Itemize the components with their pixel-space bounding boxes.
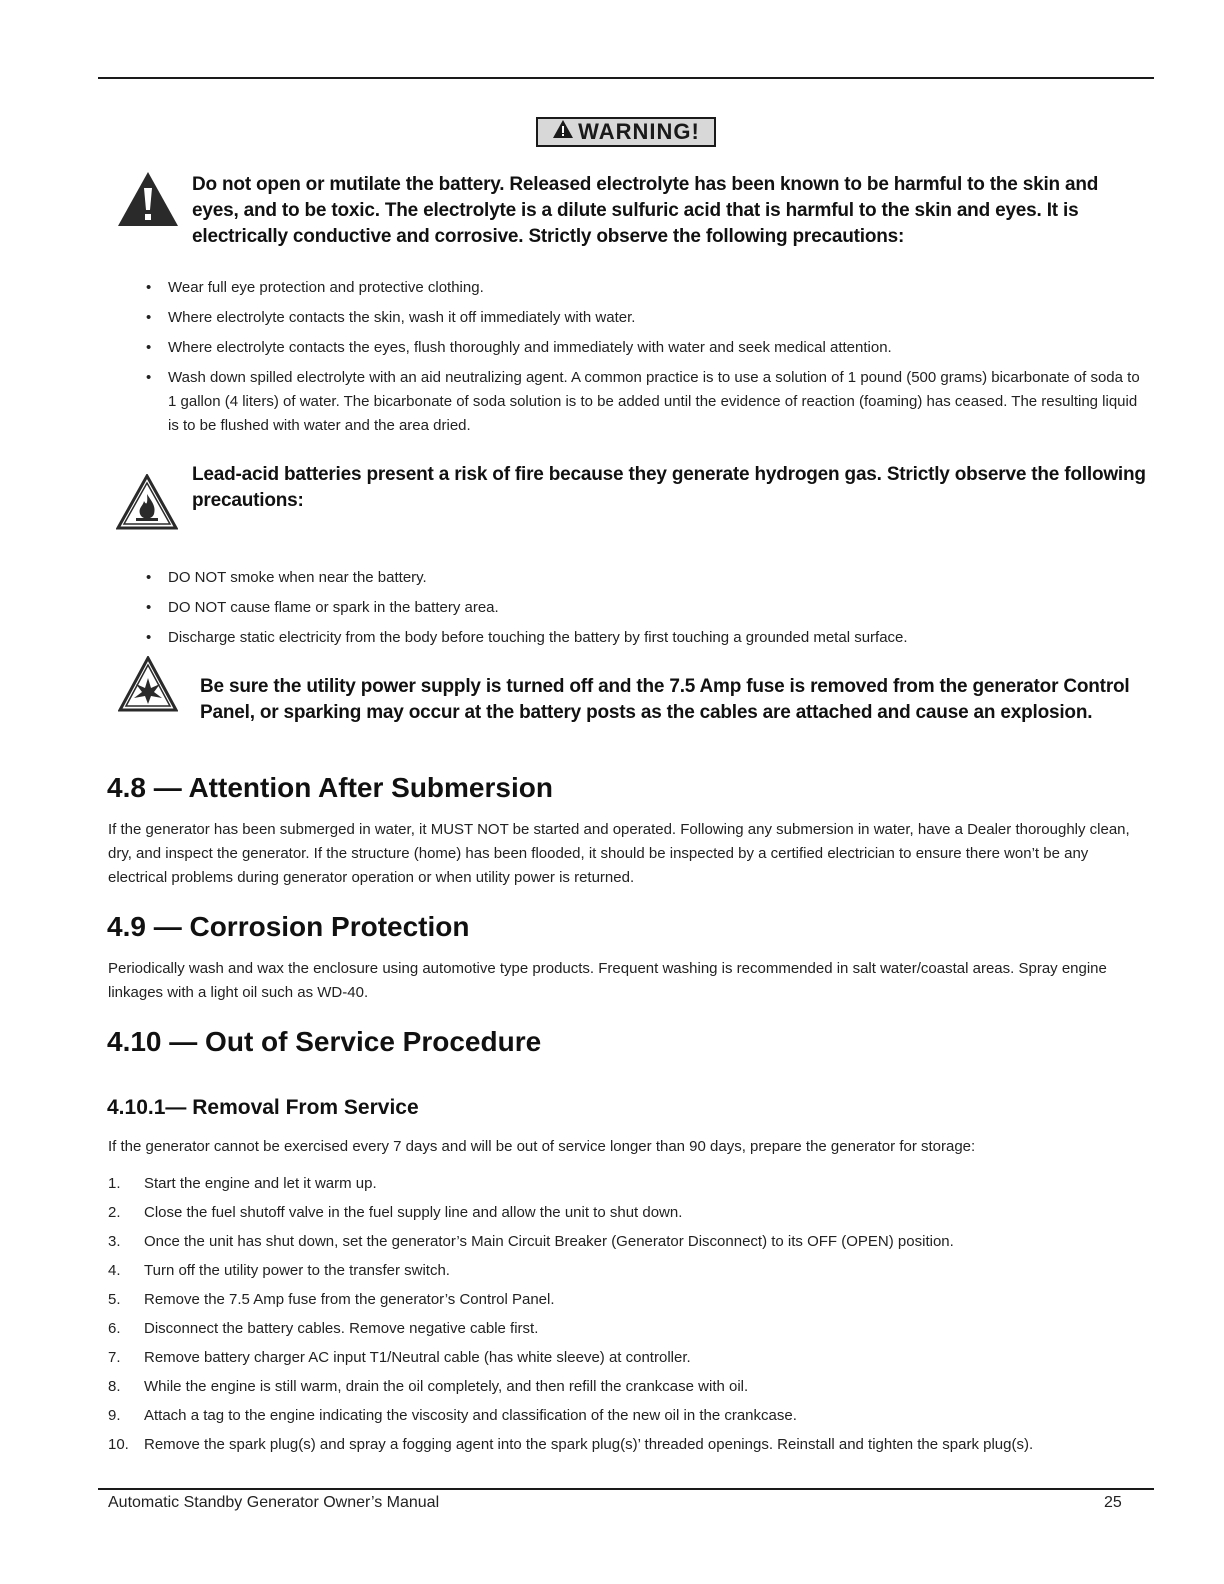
list-item: 6. Disconnect the battery cables. Remove negative cable first.	[108, 1320, 539, 1337]
list-item: • DO NOT smoke when near the battery.	[146, 569, 427, 586]
removal-steps-list	[108, 1172, 1148, 1462]
header-rule	[98, 77, 1154, 79]
electrolyte-precautions-list	[146, 276, 1142, 444]
subsection-title-4-10-1: 4.10.1— Removal From Service	[107, 1096, 419, 1119]
list-item: 10. Remove the spark plug(s) and spray a fogging agent into the spark plug(s)’ threaded openings. Reinstall and tighten the spark plug(s).	[108, 1436, 1034, 1453]
hazard-battery-text: Do not open or mutilate the battery. Released electrolyte has been known to be harmful to the skin and eyes, and to be toxic. The electrolyte is a dilute sulfuric acid that is harmful to the skin and eyes. It is electrically conductive and corrosive. Strictly observe the following precautions:	[192, 174, 1099, 247]
list-item: 9. Attach a tag to the engine indicating the viscosity and classification of the new oil in the crankcase.	[108, 1407, 797, 1424]
section-title-4-8: 4.8 — Attention After Submersion	[107, 772, 553, 803]
section-title-4-9: 4.9 — Corrosion Protection	[107, 911, 470, 942]
list-item: 8. While the engine is still warm, drain the oil completely, and then refill the crankcase with oil.	[108, 1378, 749, 1395]
hazard-fire-text: Lead-acid batteries present a risk of fire because they generate hydrogen gas. Strictly observe the following precautions:	[192, 464, 1146, 511]
footer-rule	[98, 1488, 1154, 1490]
list-item: • Where electrolyte contacts the eyes, flush thoroughly and immediately with water and seek medical attention.	[146, 339, 892, 356]
list-item: • DO NOT cause flame or spark in the battery area.	[146, 599, 499, 616]
fire-precautions-list	[146, 566, 1142, 656]
list-item: 5. Remove the 7.5 Amp fuse from the generator’s Control Panel.	[108, 1291, 555, 1308]
warning-triangle-icon	[116, 170, 180, 233]
list-item: 3. Once the unit has shut down, set the generator’s Main Circuit Breaker (Generator Disconnect) to its OFF (OPEN) position.	[108, 1233, 954, 1250]
list-item: • Wash down spilled electrolyte with an aid neutralizing agent. A common practice is to use a solution of 1 pound (500 grams) bicarbonate of soda to 1 gallon (4 liters) of water. The bicarbonate of soda solution is to be added until the evidence of reaction (foaming) has ceased. The resulting liquid is to be flushed with water and the area dried.	[146, 369, 1140, 434]
warning-badge-label: WARNING!	[578, 119, 700, 144]
list-item: 7. Remove battery charger AC input T1/Neutral cable (has white sleeve) at controller.	[108, 1349, 691, 1366]
list-item: 2. Close the fuel shutoff valve in the fuel supply line and allow the unit to shut down.	[108, 1204, 683, 1221]
list-item: 4. Turn off the utility power to the transfer switch.	[108, 1262, 450, 1279]
section-body-4-9: Periodically wash and wax the enclosure using automotive type products. Frequent washing is recommended in salt water/coastal areas. Spray engine linkages with a light oil such as WD-40.	[108, 960, 1107, 1001]
explosion-hazard-icon	[118, 656, 178, 717]
subsection-intro: If the generator cannot be exercised every 7 days and will be out of service longer than 90 days, prepare the generator for storage:	[108, 1138, 976, 1155]
warning-triangle-icon	[552, 119, 574, 145]
list-item: • Wear full eye protection and protective clothing.	[146, 279, 484, 296]
footer-manual-title: Automatic Standby Generator Owner’s Manual	[108, 1494, 440, 1511]
hazard-explosion-text: Be sure the utility power supply is turned off and the 7.5 Amp fuse is removed from the generator Control Panel, or sparking may occur at the battery posts as the cables are attached and cause an explosion.	[200, 676, 1130, 723]
page-number: 25	[1104, 1494, 1122, 1511]
list-item: • Discharge static electricity from the body before touching the battery by first touching a grounded metal surface.	[146, 629, 908, 646]
warning-badge	[536, 117, 716, 147]
section-title-4-10: 4.10 — Out of Service Procedure	[107, 1026, 542, 1057]
list-item: • Where electrolyte contacts the skin, wash it off immediately with water.	[146, 309, 636, 326]
section-body-4-8: If the generator has been submerged in water, it MUST NOT be started and operated. Following any submersion in water, have a Dealer thoroughly clean, dry, and inspect the generator. If the structure (home) has been flooded, it should be inspected by a certified electrician to ensure there won’t be any electrical problems during generator operation or when utility power is returned.	[108, 821, 1130, 886]
fire-hazard-icon	[116, 474, 178, 535]
list-item: 1. Start the engine and let it warm up.	[108, 1175, 377, 1192]
